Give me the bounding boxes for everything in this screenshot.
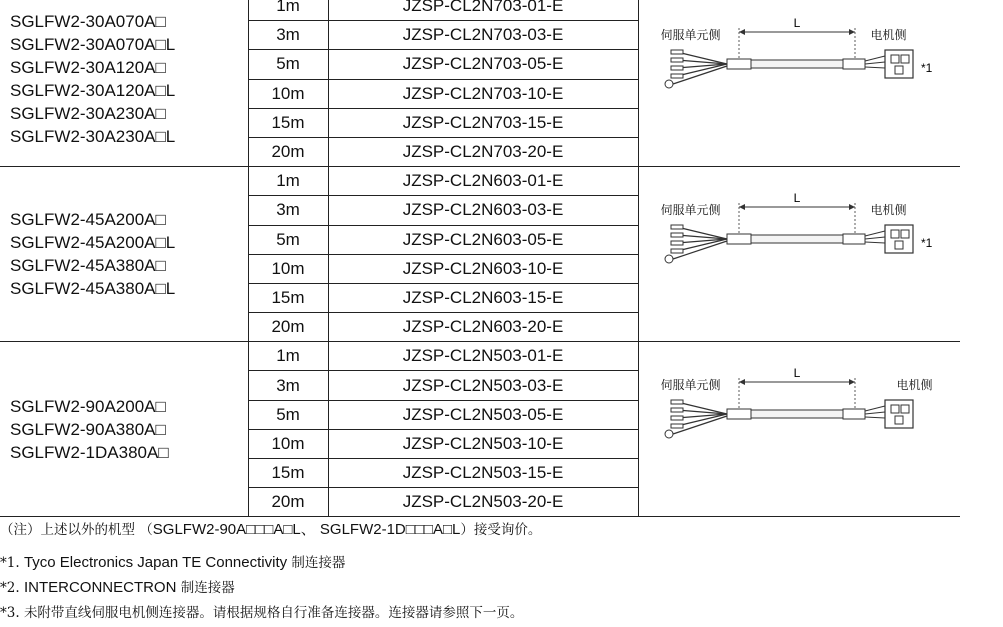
length-cell: 20m — [248, 488, 328, 517]
pin-terminal — [671, 50, 683, 54]
cable-figure — [639, 167, 961, 341]
model-name: SGLFW2-45A200A□ — [10, 210, 166, 230]
part-number-cell: JZSP-CL2N603-05-E — [328, 225, 638, 254]
table-row — [0, 0, 960, 21]
cable-sleeve-right — [843, 234, 865, 244]
part-number-cell: JZSP-CL2N503-15-E — [328, 459, 638, 488]
model-name: SGLFW2-90A380A□ — [10, 419, 166, 439]
cable-sleeve-left — [727, 59, 751, 69]
cable-body — [751, 60, 843, 68]
length-cell: 15m — [248, 283, 328, 312]
part-number-cell: JZSP-CL2N603-20-E — [328, 313, 638, 342]
connector-pin — [901, 230, 909, 238]
servo-side-label: 伺服单元侧 — [660, 378, 721, 393]
cable-drawing — [639, 0, 959, 112]
pin-terminal — [671, 66, 683, 70]
note-mark: *1 — [920, 236, 932, 251]
ring-terminal — [665, 255, 673, 263]
footnote-2 — [0, 576, 235, 596]
model-cell — [0, 0, 248, 167]
motor-wire — [865, 67, 885, 68]
cable-figure — [639, 0, 961, 166]
part-number-cell: JZSP-CL2N703-01-E — [328, 0, 638, 21]
length-cell: 3m — [248, 371, 328, 400]
length-cell: 5m — [248, 225, 328, 254]
ring-terminal — [665, 80, 673, 88]
connector-pin — [895, 416, 903, 424]
model-name: SGLFW2-30A230A□ — [10, 104, 166, 124]
remark-models: SGLFW2-90A□□□A□L、 SGLFW2-1D□□□A□L — [152, 521, 461, 538]
pin-terminal — [671, 241, 683, 245]
dimension-arrow — [739, 379, 745, 385]
length-cell: 5m — [248, 50, 328, 79]
cable-figure-cell — [638, 342, 960, 517]
length-cell: 20m — [248, 313, 328, 342]
length-cell: 15m — [248, 459, 328, 488]
part-number-cell: JZSP-CL2N503-20-E — [328, 488, 638, 517]
footnote-3 — [0, 601, 523, 621]
part-number-cell: JZSP-CL2N703-15-E — [328, 108, 638, 137]
model-name: SGLFW2-1DA380A□ — [10, 442, 169, 462]
footnote-2-mark: *2. — [0, 580, 20, 596]
motor-side-label: 电机侧 — [870, 28, 907, 43]
remark-prefix: （注）上述以外的机型 （ — [0, 522, 153, 538]
part-number-cell: JZSP-CL2N703-03-E — [328, 21, 638, 50]
connector-pin — [895, 66, 903, 74]
cable-sleeve-left — [727, 409, 751, 419]
motor-side-label: 电机侧 — [896, 378, 933, 393]
motor-wire — [865, 62, 885, 64]
model-name: SGLFW2-45A380A□L — [10, 279, 176, 299]
length-cell: 10m — [248, 79, 328, 108]
length-cell: 3m — [248, 21, 328, 50]
model-name: SGLFW2-90A200A□ — [10, 396, 166, 416]
motor-wire — [865, 412, 885, 414]
servo-side-label: 伺服单元侧 — [660, 28, 721, 43]
length-label: L — [793, 16, 800, 31]
model-name: SGLFW2-30A070A□L — [10, 35, 176, 55]
model-name: SGLFW2-30A230A□L — [10, 127, 176, 147]
pin-terminal — [671, 249, 683, 253]
footnote-1 — [0, 551, 345, 571]
part-number-cell: JZSP-CL2N603-10-E — [328, 254, 638, 283]
cable-drawing — [639, 342, 959, 462]
pin-terminal — [671, 225, 683, 229]
model-name: SGLFW2-30A120A□L — [10, 81, 176, 101]
motor-wire — [865, 242, 885, 243]
footnote-3-text: 未附带直线伺服电机侧连接器。请根据规格自行准备连接器。连接器请参照下一页。 — [23, 605, 524, 621]
model-name: SGLFW2-30A070A□ — [10, 12, 166, 32]
motor-wire — [865, 406, 885, 411]
pin-terminal — [671, 424, 683, 428]
footnote-3-mark: *3. — [0, 605, 20, 621]
length-cell: 1m — [248, 342, 328, 371]
footnote-2-suffix: 制连接器 — [176, 580, 235, 596]
cable-figure-cell — [638, 0, 960, 167]
part-number-cell: JZSP-CL2N603-01-E — [328, 167, 638, 196]
footnote-1-suffix: 制连接器 — [287, 555, 346, 571]
part-number-cell: JZSP-CL2N703-05-E — [328, 50, 638, 79]
footnote-1-mark: *1. — [0, 555, 20, 571]
cable-drawing — [639, 167, 959, 287]
part-number-cell: JZSP-CL2N503-03-E — [328, 371, 638, 400]
model-cell — [0, 342, 248, 517]
model-name: SGLFW2-45A380A□ — [10, 256, 166, 276]
dimension-arrow — [849, 204, 855, 210]
motor-wire — [865, 417, 885, 418]
part-number-cell: JZSP-CL2N503-05-E — [328, 400, 638, 429]
remark-note — [0, 518, 541, 539]
pin-terminal — [671, 233, 683, 237]
dimension-arrow — [739, 204, 745, 210]
note-mark: *1 — [920, 61, 932, 76]
servo-side-label: 伺服单元侧 — [660, 203, 721, 218]
part-number-cell: JZSP-CL2N503-10-E — [328, 429, 638, 458]
length-cell: 10m — [248, 254, 328, 283]
motor-wire — [865, 237, 885, 239]
dimension-arrow — [739, 29, 745, 35]
model-cell — [0, 167, 248, 342]
model-name: SGLFW2-30A120A□ — [10, 58, 166, 78]
cable-figure-cell — [638, 167, 960, 342]
length-cell: 1m — [248, 167, 328, 196]
pin-terminal — [671, 58, 683, 62]
remark-suffix: ）接受询价。 — [460, 522, 542, 538]
table-row — [0, 342, 960, 371]
pin-terminal — [671, 74, 683, 78]
cable-body — [751, 235, 843, 243]
part-number-cell: JZSP-CL2N703-10-E — [328, 79, 638, 108]
length-cell: 20m — [248, 137, 328, 166]
cable-sleeve-right — [843, 59, 865, 69]
cable-sleeve-left — [727, 234, 751, 244]
part-number-cell: JZSP-CL2N603-15-E — [328, 283, 638, 312]
pin-terminal — [671, 416, 683, 420]
motor-side-label: 电机侧 — [870, 203, 907, 218]
motor-wire — [865, 56, 885, 61]
pin-terminal — [671, 400, 683, 404]
part-number-cell: JZSP-CL2N603-03-E — [328, 196, 638, 225]
length-cell: 1m — [248, 0, 328, 21]
part-number-cell: JZSP-CL2N503-01-E — [328, 342, 638, 371]
footnote-1-text: Tyco Electronics Japan TE Connectivity — [23, 554, 288, 571]
cable-sleeve-right — [843, 409, 865, 419]
dimension-arrow — [849, 29, 855, 35]
model-name: SGLFW2-45A200A□L — [10, 233, 176, 253]
connector-pin — [895, 241, 903, 249]
length-label: L — [793, 366, 800, 381]
part-number-cell: JZSP-CL2N703-20-E — [328, 137, 638, 166]
motor-wire — [865, 231, 885, 236]
connector-pin — [891, 230, 899, 238]
length-label: L — [793, 191, 800, 206]
dimension-arrow — [849, 379, 855, 385]
connector-pin — [891, 55, 899, 63]
length-cell: 10m — [248, 429, 328, 458]
connector-pin — [891, 405, 899, 413]
pin-terminal — [671, 408, 683, 412]
cable-body — [751, 410, 843, 418]
connector-pin — [901, 55, 909, 63]
length-cell: 5m — [248, 400, 328, 429]
footnote-2-text: INTERCONNECTRON — [23, 579, 177, 596]
length-cell: 15m — [248, 108, 328, 137]
ring-terminal — [665, 430, 673, 438]
cable-figure — [639, 342, 961, 516]
length-cell: 3m — [248, 196, 328, 225]
connector-pin — [901, 405, 909, 413]
table-row — [0, 167, 960, 196]
